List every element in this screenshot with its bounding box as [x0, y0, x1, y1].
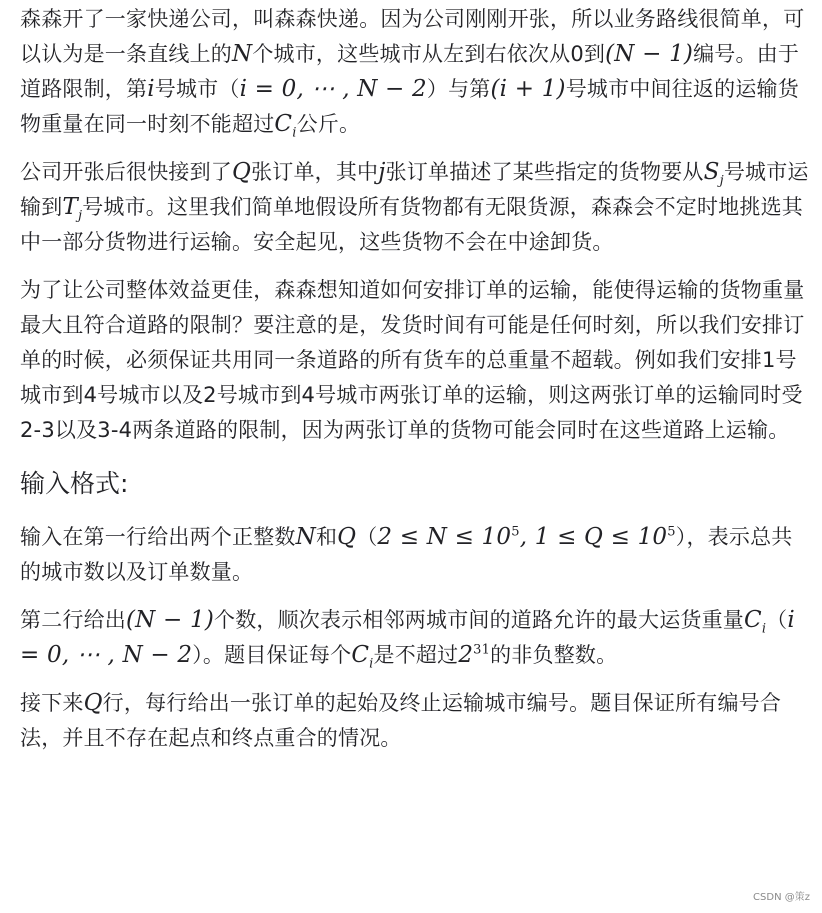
math-expression: (N − 1)	[605, 41, 694, 67]
text-run: 是不超过	[373, 643, 459, 667]
text-run: 编号。由于道路限制，第	[20, 42, 800, 101]
math-expression: $T_j$	[62, 194, 83, 224]
text-run: 个数，顺次表示相邻两城市间的道路允许的最大运货重量	[214, 608, 744, 632]
math-expression: i = 0, ⋯ , N − 2	[239, 76, 427, 102]
text-run: 公司开张后很快接到了	[20, 160, 232, 184]
math-expression: $2 \le N \le 10^5$	[377, 524, 520, 550]
math-expression: , $1 \le Q \le 10^5$	[519, 524, 676, 550]
math-expression: (N − 1)	[126, 607, 214, 633]
article-body	[20, 0, 810, 769]
math-subscript: i	[761, 621, 767, 637]
math-subscript: j	[719, 173, 724, 189]
math-superscript: 5	[667, 524, 676, 540]
text-run: 公斤。	[296, 112, 361, 136]
text-run: （	[356, 525, 378, 549]
problem-description	[20, 2, 810, 448]
paragraph-in3	[20, 686, 810, 756]
paragraph-in2	[20, 603, 810, 673]
math-subscript: i	[369, 656, 374, 672]
paragraph-desc3	[20, 273, 810, 448]
text-run: （	[766, 608, 788, 632]
math-expression: Q	[232, 159, 252, 185]
math-expression: (i + 1)	[490, 76, 566, 102]
text-run: 为了让公司整体效益更佳，森森想知道如何安排订单的运输，能使得运输的货物重量最大且符合道路的限制？要注意的是，发货时间有可能是任何时刻，所以我们安排订单的时候，必须保证共用同一条道路的所有货车的总重量不超载。例如我们安排1号城市到4号城市以及2号城市到4号城市两张订单的运输，则这两张订单的运输同时受2-3以及3-4两条道路的限制，因为两张订单的货物可能会同时在这些道路上运输。	[20, 278, 805, 442]
text-run: 号城市中间往返的运输货物重量在同一时刻不能超过	[20, 77, 799, 136]
math-expression: $C_i$	[744, 607, 767, 637]
text-run: ）与第	[426, 77, 491, 101]
math-subscript: j	[77, 208, 83, 224]
text-run: 的非负整数。	[490, 643, 618, 667]
text-run: 张订单，其中	[251, 160, 379, 184]
math-expression: i	[147, 76, 155, 102]
text-run: 张订单描述了某些指定的货物要从	[385, 160, 704, 184]
text-run: 第二行给出	[20, 608, 126, 632]
text-run: 和	[315, 525, 338, 549]
watermark: CSDN @策z	[753, 892, 810, 903]
math-expression: N	[295, 524, 316, 550]
math-expression: j	[378, 159, 386, 185]
math-expression: N	[232, 41, 253, 67]
text-run: 行，每行给出一张订单的起始及终止运输城市编号。题目保证所有编号合法，并且不存在起点和终点重合的情况。	[20, 691, 782, 750]
text-run: 号城市运输到	[20, 160, 809, 219]
math-superscript: 5	[511, 524, 520, 540]
text-run: 号城市（	[154, 77, 240, 101]
input-format-description	[20, 520, 810, 756]
math-expression: Q	[337, 524, 357, 550]
section-title-input-format: 输入格式:	[20, 469, 129, 498]
math-expression: i = 0, ⋯ , N − 2	[20, 607, 795, 668]
math-expression: $S_j$	[703, 159, 724, 189]
text-run: 号城市。这里我们简单地假设所有货物都有无限货源，森森会不定时地挑选其中一部分货物进行运输。安全起见，这些货物不会在中途卸货。	[20, 195, 803, 254]
text-run: 森森开了一家快递公司，叫森森快递。因为公司刚刚开张，所以业务路线很简单，可以认为是一条直线上的	[20, 7, 805, 66]
paragraph-desc1	[20, 2, 810, 142]
math-expression: $C_i$	[274, 111, 297, 141]
math-subscript: i	[292, 125, 297, 141]
math-superscript: 31	[473, 642, 491, 658]
math-expression: $2^{31}$	[458, 642, 491, 668]
paragraph-desc2	[20, 155, 810, 260]
text-run: ），表示总共的城市数以及订单数量。	[20, 525, 793, 584]
text-run: 输入在第一行给出两个正整数	[20, 525, 296, 549]
paragraph-in1	[20, 520, 810, 590]
text-run: 接下来	[20, 691, 84, 715]
text-run: 个城市，这些城市从左到右依次从0到	[252, 42, 606, 66]
text-run: ）。题目保证每个	[192, 643, 352, 667]
math-expression: Q	[83, 690, 103, 716]
math-expression: $C_i$	[351, 642, 374, 672]
